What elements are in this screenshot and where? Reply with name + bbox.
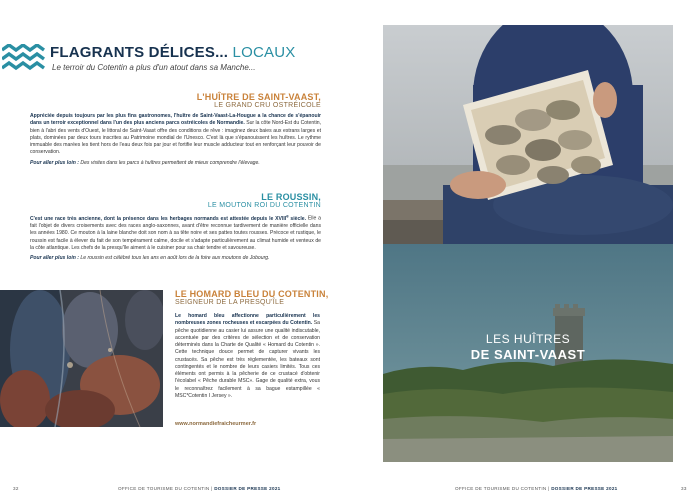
huitre-heading	[197, 92, 321, 109]
huitre-subtitle: LE GRAND CRU OSTRÉICOLE	[214, 102, 321, 109]
footer-right-page: 33	[681, 486, 687, 491]
footer-right-info: OFFICE DE TOURISME DU COTENTIN | DOSSIER DE PRESSE 2021	[455, 486, 618, 491]
roussin-lead: C'est une race très ancienne, dont la présence dans les herbages normands est attestée depuis le XVIII	[30, 215, 287, 222]
huitre-more-label: Pour aller plus loin :	[30, 159, 79, 166]
huitre-body: Sur la côte Nord-Est du Cotentin, bien à l'abri des vents d'Ouest, le littoral de Saint-Vaast offre des conditions de rêve : imaginez deux baies aux estrans larges et plats, dominées par deux tours inscrites au Patrimoine mondial de l'Unesco. C'est là que s'épanouissent les huîtres. Le rythme immuable des marées les tient hors de l'eau deux fois par jour et fortifie leur muscle adducteur tout en renforçant leur pouvoir de conservation.	[30, 120, 321, 156]
oysters-photo	[383, 25, 673, 244]
homard-body: Sa pêche quotidienne au casier lui assure une qualité indiscutable, accentuée par des critères de sélection et de conservation déterminés dans la Charte de Qualité « Homard du Cotentin ». Cette technique douce permet de capturer vivants les crustacés. Sa pêche est très réglementée, les bateaux sont contingentés et le nombre de leurs casiers limités. Tous ces éléments ont permis à la pêcherie de ce crustacé d'obtenir l'écolabel « Pêche durable MSC». Gage de qualité extra, vous le reconnaîtrez facilement à sa bague estampillée « MSC*Cotentin I Jersey ».	[175, 320, 320, 399]
footer-left	[13, 486, 19, 491]
roussin-text	[30, 212, 321, 262]
huitre-title: L'HUÎTRE DE SAINT-VAAST,	[196, 92, 321, 102]
homard-lead: Le homard bleu affectionne particulièrement les nombreuses zones rocheuses et escarpées du Cotentin.	[175, 313, 320, 327]
roussin-more	[30, 255, 321, 262]
roussin-more-label: Pour aller plus loin :	[30, 255, 79, 262]
lobster-photo	[0, 290, 163, 427]
photo-caption-line2: DE SAINT-VAAST	[470, 347, 586, 362]
photo-caption-line1: LES HUÎTRES	[485, 332, 571, 346]
saint-vaast-photo	[383, 244, 673, 462]
homard-title: LE HOMARD BLEU DU COTENTIN,	[175, 289, 329, 299]
huitre-more	[30, 160, 321, 167]
page-title-light: LOCAUX	[232, 44, 296, 61]
roussin-heading	[208, 192, 321, 209]
huitre-more-text: Des visites dans les parcs à huîtres permettent de mieux comprendre l'élevage.	[80, 159, 260, 166]
page-subtitle: Le terroir du Cotentin a plus d'un atout dans sa Manche...	[52, 63, 256, 72]
waves-logo-icon	[2, 44, 46, 74]
footer-left-office: OFFICE DE TOURISME DU COTENTIN	[118, 486, 210, 491]
footer-right-dossier: DOSSIER DE PRESSE 2021	[551, 486, 618, 491]
homard-subtitle: SEIGNEUR DE LA PRESQU'ÎLE	[175, 299, 285, 306]
roussin-body: Elle a fait l'objet de divers croisements avec des races anglo-saxonnes, avant d'être reconnue tardivement de manière officielle dans les années 1980. Ce mouton à la laine blanche doit son nom à sa tête noire et ses pattes toutes rousses. Précoce et rustique, le roussin est facile à élever du fait de son tempérament calme, docile et s'adapte particulièrement au climat humide et venteux de la côte atlantique. Les chefs de la presqu'île aiment à le cuisiner pour sa chair tendre et savoureuse.	[30, 215, 322, 251]
roussin-more-text: Le roussin est célébré tous les ans en août lors de la foire aux moutons de Jobourg.	[80, 255, 270, 262]
homard-text	[175, 313, 320, 400]
footer-left-page: 32	[13, 486, 19, 491]
roussin-lead-sup: e	[286, 213, 289, 218]
roussin-lead-end: siècle.	[290, 215, 306, 222]
footer-right-office: OFFICE DE TOURISME DU COTENTIN	[455, 486, 547, 491]
homard-link[interactable]: www.normandiefraicheurmer.fr	[175, 421, 257, 427]
footer-left-info: OFFICE DE TOURISME DU COTENTIN | DOSSIER DE PRESSE 2021	[118, 486, 281, 491]
footer-right	[681, 486, 687, 491]
page-title-bold: FLAGRANTS DÉLICES...	[50, 44, 229, 61]
roussin-subtitle: LE MOUTON ROI DU COTENTIN	[207, 202, 321, 209]
footer-left-dossier: DOSSIER DE PRESSE 2021	[214, 486, 281, 491]
huitre-text	[30, 113, 321, 167]
page-title	[50, 44, 295, 61]
homard-heading	[175, 289, 328, 306]
huitre-lead: Appréciée depuis toujours par les plus fins gastronomes, l'huître de Saint-Vaast-La-Hougue a la chance de s'épanouir dans un terroir exceptionnel dans l'un des plus anciens parcs ostréicoles de Normandie.	[30, 113, 321, 127]
roussin-title: LE ROUSSIN,	[261, 192, 321, 202]
